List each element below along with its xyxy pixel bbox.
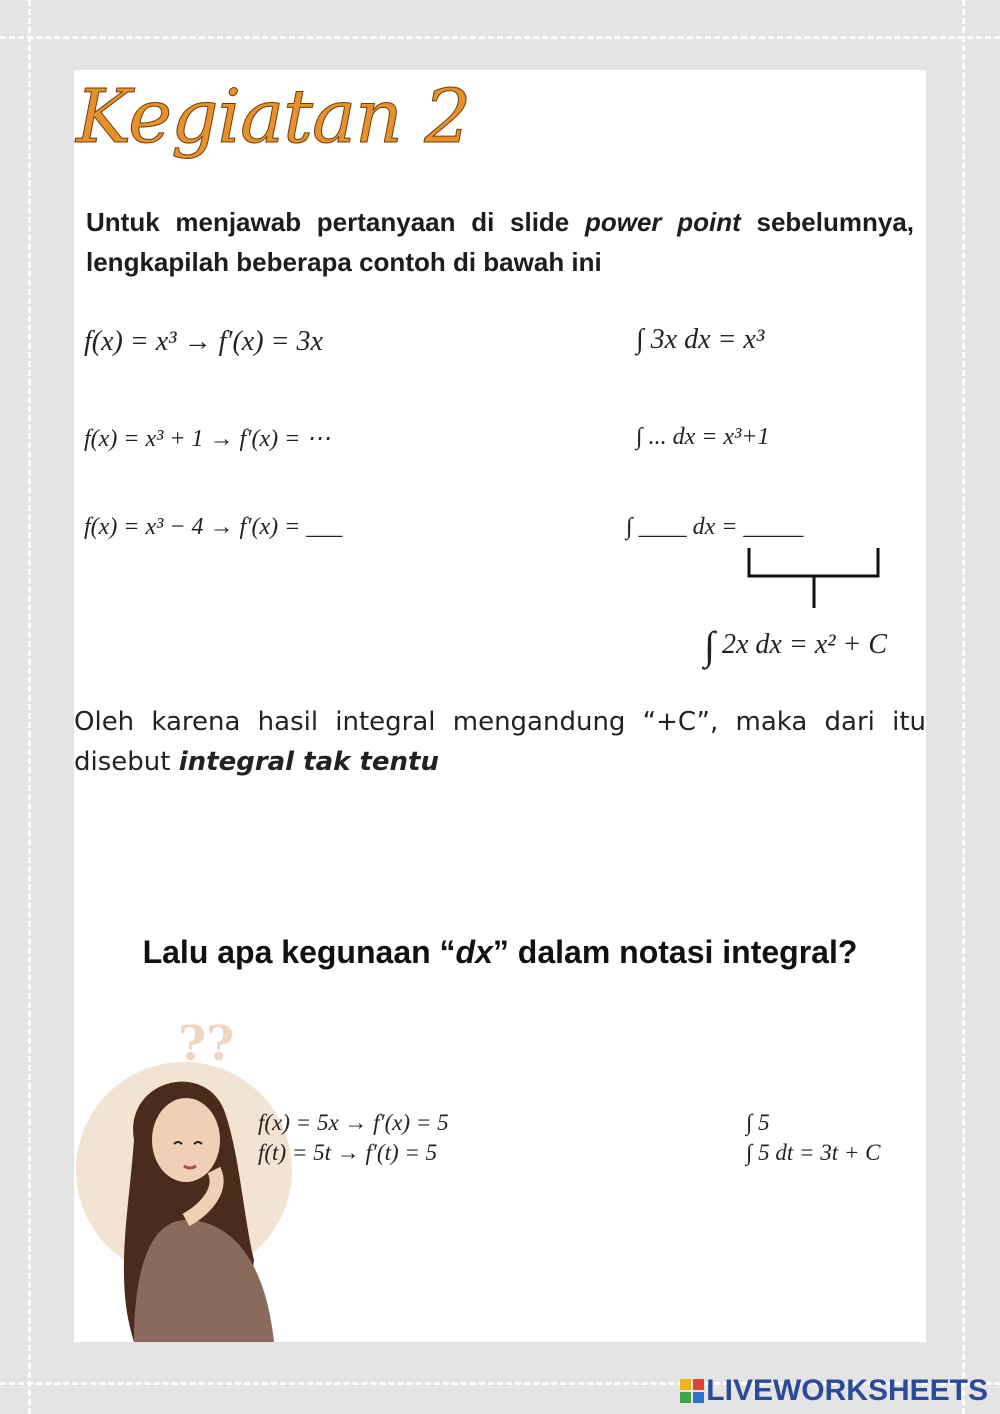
derivative-example-2: f(x) = x³ + 1 → f′(x) = ⋯ xyxy=(84,426,331,452)
bottom-right-line-2: ∫ 5 dt = 3t + C xyxy=(746,1140,881,1165)
large-integral-sign-icon: ∫ xyxy=(704,623,715,668)
bottom-left-line-1: f(x) = 5x → f′(x) = 5 xyxy=(258,1110,449,1135)
brand-logo: LIVEWORKSHEETS xyxy=(680,1374,988,1408)
liveworksheets-logo-icon xyxy=(680,1379,704,1403)
note-paragraph: Oleh karena hasil integral mengandung “+C”, maka dari itu disebut integral tak tentu xyxy=(74,707,926,777)
integral-example-1: ∫ 3x dx = x³ xyxy=(636,324,765,355)
frame-dash-left xyxy=(28,0,31,1414)
intro-paragraph: Untuk menjawab pertanyaan di slide power point sebelumnya, lengkapilah beberapa contoh di bawah ini xyxy=(86,207,915,277)
bottom-right-line-1: ∫ 5 xyxy=(746,1110,770,1135)
integral-general: ∫ 2x dx = x² + C xyxy=(704,623,888,668)
derivative-example-3: f(x) = x³ − 4 → f′(x) = ___ xyxy=(84,514,343,540)
note-emphasis: integral tak tentu xyxy=(178,747,439,777)
integral-example-3: ∫ ____ dx = _____ xyxy=(626,514,804,540)
question-marks-icon: ?? xyxy=(178,1016,235,1072)
page-title: Kegiatan 2 xyxy=(76,74,471,160)
question-heading: Lalu apa kegunaan “dx” dalam notasi integral? xyxy=(142,934,858,970)
bottom-left-line-2: f(t) = 5t → f′(t) = 5 xyxy=(258,1140,438,1165)
integral-sign-icon: ∫ xyxy=(626,514,633,540)
derivative-example-1: f(x) = x³ → f′(x) = 3x xyxy=(84,326,323,357)
integral-example-2: ∫ ... dx = x³+1 xyxy=(636,424,770,450)
integral-sign-icon: ∫ xyxy=(636,424,643,450)
integral-sign-icon: ∫ xyxy=(746,1140,753,1165)
frame-dash-top xyxy=(0,36,1000,39)
intro-emphasis: power point xyxy=(584,207,741,237)
worksheet-page xyxy=(74,70,926,1342)
brace-connector-icon xyxy=(744,546,884,616)
integral-sign-icon: ∫ xyxy=(636,324,644,355)
frame-dash-right xyxy=(962,0,965,1414)
integral-sign-icon: ∫ xyxy=(746,1110,753,1135)
